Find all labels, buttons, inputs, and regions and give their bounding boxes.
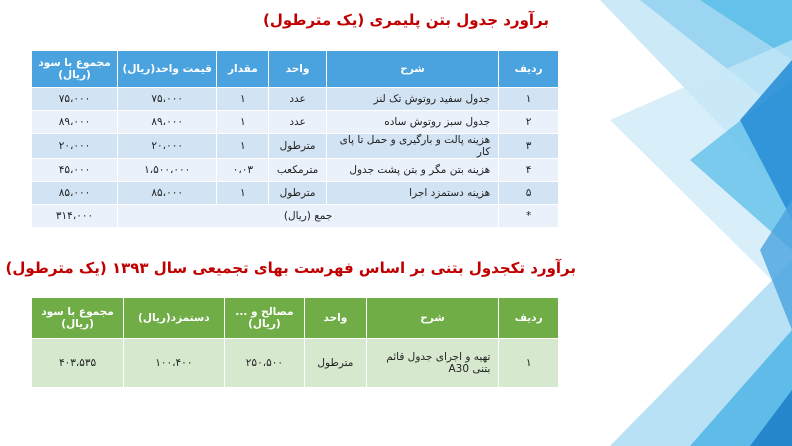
cell-materials: ۲۵۰،۵۰۰ xyxy=(224,339,305,388)
sum-total: ۳۱۴،۰۰۰ xyxy=(32,205,118,228)
cell-row-no: ۴ xyxy=(499,159,559,182)
cell-qty: ۱ xyxy=(217,134,269,159)
header-unit: واحد xyxy=(305,298,366,339)
cell-qty: ۱ xyxy=(217,182,269,205)
cell-total: ۲۰،۰۰۰ xyxy=(32,134,118,159)
sum-label: جمع (ریال) xyxy=(118,205,499,228)
header-wage: دستمزد(ریال) xyxy=(124,298,224,339)
cell-unit: مترمکعب xyxy=(269,159,326,182)
cell-unit: مترطول xyxy=(269,182,326,205)
sum-row xyxy=(32,205,559,228)
cell-desc: هزینه بتن مگر و بتن پشت جدول xyxy=(326,159,498,182)
table2-title: برآورد تکجدول بتنی بر اساس فهرست بهای تجمیعی سال ۱۳۹۳ (یک مترطول) xyxy=(5,259,576,277)
header-row-no: ردیف xyxy=(499,51,559,88)
cell-total: ۴۰۳،۵۳۵ xyxy=(32,339,124,388)
cell-unit-price: ۲۰،۰۰۰ xyxy=(118,134,217,159)
header-total: مجموع با سود (ریال) xyxy=(32,298,124,339)
table-header-row xyxy=(32,51,559,88)
cell-row-no: ۱ xyxy=(499,339,559,388)
cell-qty: ۰،۰۳ xyxy=(217,159,269,182)
cell-unit-price: ۷۵،۰۰۰ xyxy=(118,88,217,111)
table1-title: برآورد جدول بتن پلیمری (یک مترطول) xyxy=(263,11,549,29)
header-desc: شرح xyxy=(326,51,498,88)
table-row xyxy=(32,88,559,111)
cell-unit-price: ۱،۵۰۰،۰۰۰ xyxy=(118,159,217,182)
header-total: مجموع با سود (ریال) xyxy=(32,51,118,88)
table-row xyxy=(32,111,559,134)
table-row xyxy=(32,182,559,205)
cell-unit: مترطول xyxy=(305,339,366,388)
cell-total: ۴۵،۰۰۰ xyxy=(32,159,118,182)
sum-row-marker: * xyxy=(499,205,559,228)
cell-total: ۸۵،۰۰۰ xyxy=(32,182,118,205)
cell-unit: عدد xyxy=(269,111,326,134)
table-row xyxy=(32,159,559,182)
cell-unit: مترطول xyxy=(269,134,326,159)
header-unit-price: قیمت واحد(ریال) xyxy=(118,51,217,88)
cell-unit: عدد xyxy=(269,88,326,111)
table-row xyxy=(32,339,559,388)
header-row-no: ردیف xyxy=(499,298,559,339)
cell-total: ۷۵،۰۰۰ xyxy=(32,88,118,111)
cell-total: ۸۹،۰۰۰ xyxy=(32,111,118,134)
cell-desc: جدول سفید روتوش تک لنز xyxy=(326,88,498,111)
cell-desc: تهیه و اجرای جدول قائم بتنی A30 xyxy=(366,339,499,388)
header-desc: شرح xyxy=(366,298,499,339)
concrete-curb-table xyxy=(31,297,559,388)
cell-desc: هزینه پالت و بارگیری و حمل تا پای کار xyxy=(326,134,498,159)
table-row xyxy=(32,134,559,159)
header-materials: مصالح و ...(ریال) xyxy=(224,298,305,339)
concrete-polymer-table xyxy=(31,50,559,228)
cell-unit-price: ۸۹،۰۰۰ xyxy=(118,111,217,134)
cell-row-no: ۳ xyxy=(499,134,559,159)
cell-desc: هزینه دستمزد اجرا xyxy=(326,182,498,205)
cell-desc: جدول سبز روتوش ساده xyxy=(326,111,498,134)
cell-qty: ۱ xyxy=(217,111,269,134)
table-header-row xyxy=(32,298,559,339)
cell-row-no: ۵ xyxy=(499,182,559,205)
cell-qty: ۱ xyxy=(217,88,269,111)
cell-wage: ۱۰۰،۴۰۰ xyxy=(124,339,224,388)
header-qty: مقدار xyxy=(217,51,269,88)
cell-row-no: ۲ xyxy=(499,111,559,134)
cell-row-no: ۱ xyxy=(499,88,559,111)
header-unit: واحد xyxy=(269,51,326,88)
cell-unit-price: ۸۵،۰۰۰ xyxy=(118,182,217,205)
